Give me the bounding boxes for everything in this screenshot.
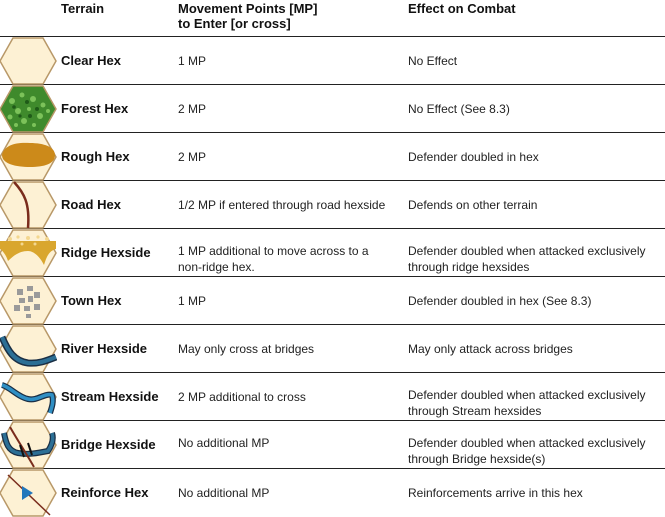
table-row [0, 181, 665, 229]
movement-cost: No additional MP [178, 436, 270, 450]
movement-cost: 2 MP [178, 102, 207, 116]
movement-line2: non-ridge hex. [178, 260, 255, 274]
reinforce-hex-icon [0, 469, 57, 517]
combat-effect: Reinforcements arrive in this hex [408, 486, 583, 500]
combat-effect: May only attack across bridges [408, 342, 573, 356]
terrain-name: Town Hex [61, 293, 122, 308]
effect-line1: Defender doubled when attacked exclusively [408, 244, 646, 258]
ridge-hexside-icon [0, 229, 57, 277]
effect-line2: through Bridge hexside(s) [408, 452, 546, 466]
combat-effect [408, 435, 665, 467]
combat-effect [408, 243, 665, 275]
movement-column-header [178, 1, 317, 31]
rough-hex-icon [0, 133, 57, 181]
combat-effect: No Effect [408, 54, 458, 68]
table-row [0, 37, 665, 85]
terrain-name: Clear Hex [61, 53, 121, 68]
movement-line1: 1 MP additional to move across to a [178, 244, 369, 258]
table-row [0, 85, 665, 133]
clear-hex-icon [0, 37, 57, 85]
movement-header-line1: Movement Points [MP] [178, 1, 318, 16]
stream-hexside-icon [0, 373, 57, 421]
combat-effect: Defender doubled in hex (See 8.3) [408, 294, 592, 308]
table-row [0, 421, 665, 469]
table-header [0, 0, 665, 37]
table-row [0, 277, 665, 325]
effect-column-header: Effect on Combat [408, 1, 516, 16]
combat-effect [408, 387, 665, 419]
terrain-column-header: Terrain [61, 1, 105, 16]
terrain-name: Bridge Hexside [61, 437, 156, 452]
table-row [0, 373, 665, 421]
terrain-name: River Hexside [61, 341, 147, 356]
river-hexside-icon [0, 325, 57, 373]
table-row [0, 133, 665, 181]
combat-effect: No Effect (See 8.3) [408, 102, 510, 116]
effect-line2: through ridge hexsides [408, 260, 530, 274]
combat-effect: Defends on other terrain [408, 198, 538, 212]
forest-hex-icon [0, 85, 57, 133]
road-hex-icon [0, 181, 57, 229]
terrain-name: Rough Hex [61, 149, 130, 164]
terrain-name: Stream Hexside [61, 389, 159, 404]
movement-cost [178, 243, 406, 275]
movement-cost: 1/2 MP if entered through road hexside [178, 198, 386, 212]
movement-header-line2: to Enter [or cross] [178, 16, 291, 31]
effect-line1: Defender doubled when attacked exclusively [408, 388, 646, 402]
terrain-name: Road Hex [61, 197, 121, 212]
movement-cost: 2 MP [178, 150, 207, 164]
movement-cost: 2 MP additional to cross [178, 390, 306, 404]
bridge-hexside-icon [0, 421, 57, 469]
terrain-name: Forest Hex [61, 101, 129, 116]
movement-cost: 1 MP [178, 294, 207, 308]
effect-line1: Defender doubled when attacked exclusively [408, 436, 646, 450]
table-row [0, 469, 665, 517]
movement-cost: May only cross at bridges [178, 342, 315, 356]
effect-line2: through Stream hexsides [408, 404, 542, 418]
town-hex-icon [0, 277, 57, 325]
table-row [0, 325, 665, 373]
table-row [0, 229, 665, 277]
movement-cost: No additional MP [178, 486, 270, 500]
terrain-name: Reinforce Hex [61, 485, 149, 500]
terrain-name: Ridge Hexside [61, 245, 151, 260]
combat-effect: Defender doubled in hex [408, 150, 539, 164]
movement-cost: 1 MP [178, 54, 207, 68]
